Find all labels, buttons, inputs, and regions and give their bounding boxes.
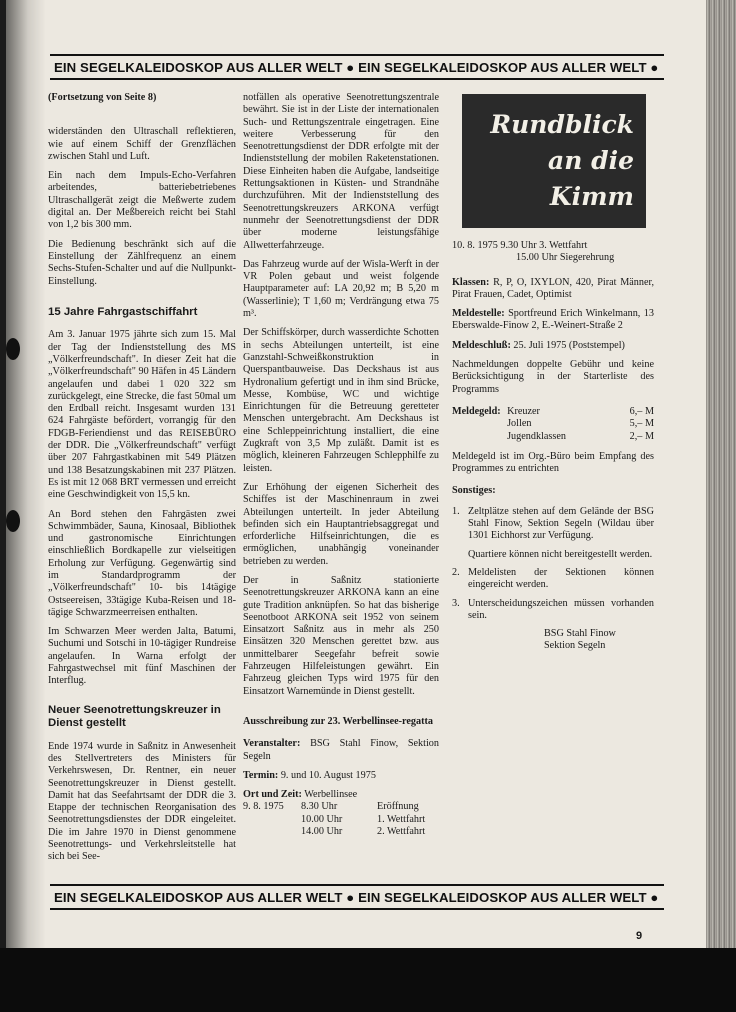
misc-label: Sonstiges: — [452, 485, 496, 497]
schedule-time: 8.30 Uhr — [301, 801, 338, 813]
background — [0, 948, 736, 1012]
section-heading: 15 Jahre Fahrgastschiffahrt — [48, 305, 198, 318]
fee-row — [452, 431, 654, 443]
term-label: Termin: — [243, 769, 279, 781]
registration-label: Meldestelle: — [452, 308, 505, 320]
column-2 — [243, 92, 439, 838]
fee-category: Kreuzer — [507, 405, 540, 417]
schedule-event: 1. Wettfahrt — [377, 813, 426, 825]
deadline-value: 25. Juli 1975 (Poststempel) — [513, 339, 625, 351]
list-number: 2. — [452, 566, 460, 578]
fee-note: Meldegeld ist im Org.-Büro beim Empfang des Programmes zu entrichten — [452, 450, 654, 475]
fee-amount: 2,– M — [629, 430, 654, 442]
registration — [452, 308, 654, 333]
title-line: Rundblick — [490, 110, 634, 139]
list-text: Meldelisten der Sektionen können eingereicht werden. — [468, 566, 654, 591]
banner-text: EIN SEGELKALEIDOSKOP AUS ALLER WELT ● EIN SEGELKALEIDOSKOP AUS ALLER WELT ● — [54, 890, 659, 905]
registration-value: Sportfreund Erich Winkelmann, 13 Eberswalde-Finow 2, E.-Weinert-Straße 2 — [452, 308, 654, 332]
term — [243, 770, 439, 782]
schedule-event: 2. Wettfahrt — [377, 826, 426, 838]
fee-amount: 5,– M — [629, 418, 654, 430]
section-heading: Neuer Seenotrettungskreuzer in Dienst gestellt — [48, 703, 221, 730]
signature: BSG Stahl Finow — [544, 628, 616, 640]
magazine-page — [6, 0, 706, 948]
list-text: Quartiere können nicht bereitgestellt werden. — [468, 548, 653, 560]
column-1 — [48, 92, 236, 871]
schedule-row — [243, 801, 439, 813]
paragraph: Ein nach dem Impuls-Echo-Verfahren arbeitendes, batteriebetriebenes Ultraschallgerät zeigt die Meßwerte zudem digital an. Der Meßbereich reicht bei Stahl von 1,2 bis 300 mm. — [48, 170, 236, 231]
page-stack-edge — [706, 0, 736, 948]
punch-hole — [6, 510, 20, 532]
regatta-title: Ausschreibung zur 23. Werbellinsee-regatta — [243, 715, 433, 727]
place-value: Werbellinsee — [304, 789, 358, 801]
organizer-label: Veranstalter: — [243, 738, 301, 750]
paragraph: Ende 1974 wurde in Saßnitz in Anwesenheit des Stellvertreters des Ministers für Verkehrswesen, Dr. Rentner, ein neuer Seenotrettungskreuzer in Dienst gestellt. Damit hat das Seefahrtsamt der DDR die 3. Etappe der technischen Reorganisation des Seenotrettungsdienstes der DDR eingeleitet. Die im Jahre 1970 in Dienst genommene Seenotrettungs- und Verkehrsleitstelle hat sich bei See- — [48, 740, 236, 863]
signature: Sektion Segeln — [544, 640, 606, 652]
title-line: Kimm — [549, 182, 634, 211]
list-item — [452, 506, 654, 543]
schedule-date: 9. 8. 1975 — [243, 801, 284, 813]
late-entries: Nachmeldungen doppelte Gebühr und keine Berücksichtigung in der Starterliste des Programms — [452, 359, 654, 395]
column-3 — [452, 240, 654, 653]
term-value: 9. und 10. August 1975 — [280, 769, 376, 781]
banner-rule — [50, 908, 664, 910]
paragraph: Der Schiffskörper, durch wasserdichte Schotten in sechs Abteilungen unterteilt, ist eine Ganzstahl-Schweißkonstruktion in Querspantbauweise. Das Deckshaus ist aus Hydronalium gefertigt und in ihm sind Brücke, Messe, Kombüse, WC und wichtige Einrichtungen für die Betreuung geretteter Menschen untergebracht. Am Deckshaus ist eine Schleppeinrichtung installiert, die eine Zugkraft von 3,5 Mp zuläßt. Damit ist es möglich, kleineren Fahrzeugen Schlepphilfe zu leisten. — [243, 327, 439, 474]
fee-category: Jugendklassen — [507, 430, 566, 442]
page-number: 9 — [636, 930, 643, 942]
schedule-date — [243, 814, 301, 826]
punch-hole — [6, 338, 20, 360]
paragraph: Der in Saßnitz stationierte Seenotrettungskreuzer ARKONA kann an eine gute Tradition anknüpfen. So hat das bisherige Seenotboot ARKONA seit 1952 von seinem Einsatzort Saßnitz aus in mehr als 250 Einsätzen 320 Menschen gerettet bzw. aus unmittelbarer Seegefahr befreit sowie Fahrzeugen Hilfeleistungen gewährt. Ein Fahrzeug gleichen Typs wird 1975 für den Einsatzort Warnemünde in Dienst gestellt. — [243, 574, 439, 697]
schedule-date — [243, 826, 301, 838]
banner-text: EIN SEGELKALEIDOSKOP AUS ALLER WELT ● EIN SEGELKALEIDOSKOP AUS ALLER WELT ● — [54, 60, 659, 75]
schedule-event: Eröffnung — [377, 801, 419, 813]
organizer — [243, 738, 439, 763]
schedule-time: 10.00 Uhr — [301, 813, 343, 825]
fee-category: Jollen — [507, 418, 532, 430]
paragraph: An Bord stehen den Fahrgästen zwei Schwimmbäder, Sauna, Kinosaal, Bibliothek und gastronomische Einrichtungen einschließlich Bordkapelle zur vielseitigen Erholung zur Verfügung. Gegenwärtig sind im Standardprogramm der „Völkerfreundschaft" 10- bis 14tägige Ostseereisen, 33tägige Kuba-Reisen und 18-tägige Schwarzmeerreisen enthalten. — [48, 508, 236, 618]
list-item — [452, 549, 654, 561]
paragraph: notfällen als operative Seenotrettungszentrale bewährt. Sie ist in der Liste der internationalen Such- und Rettungszentrale eingetragen. Eine weitere Verbesserung für den Seenotrettungsdienst der DDR erfolgte mit der Indienststellung der mobilen Raketenstationen. Diese Einheiten haben die Aufgabe, landseitige Rettungsaktionen in Küsten- und Strandnähe durchzuführen. Mit der Indienststellung des Seenotrettungskreuzers ARKONA verfügt nunmehr der Seenotrettungsdienst der DDR über moderne leistungsfähige Allwetterfahrzeuge. — [243, 92, 439, 251]
schedule-row — [243, 826, 439, 838]
classes — [452, 277, 654, 302]
list-text: Zeltplätze stehen auf dem Gelände der BSG Stahl Finow, Sektion Segeln (Wildau über 1301 Eichhorst zur Verfügung. — [468, 505, 654, 542]
list-number — [452, 549, 468, 561]
list-text: Unterscheidungszeichen müssen vorhanden sein. — [468, 597, 654, 621]
fee-amount: 6,– M — [629, 405, 654, 417]
banner-rule — [50, 54, 664, 56]
continuation-note: (Fortsetzung von Seite 8) — [48, 92, 157, 103]
list-item — [452, 598, 654, 623]
schedule-row — [243, 814, 439, 826]
fee-row — [452, 418, 654, 430]
classes-value: R, P, O, IXYLON, 420, Pirat Männer, Pirat Frauen, Cadet, Optimist — [452, 276, 655, 300]
fee-label: Meldegeld: — [452, 405, 501, 417]
organizer-value: BSG Stahl Finow, Sektion Segeln — [243, 738, 439, 762]
paragraph: Im Schwarzen Meer werden Jalta, Batumi, Suchumi und Sotschi in 10-tägiger Rundreise angelaufen. In Warna erfolgt der Fahrgastwechsel mit fünf Maschinen der Interflug. — [48, 626, 236, 687]
paragraph: widerständen den Ultraschall reflektieren, wie auf einem Schiff der Grenzflächen zwischen Stahl und Luft. — [48, 126, 236, 162]
schedule-line: 10. 8. 1975 9.30 Uhr 3. Wettfahrt — [452, 240, 588, 251]
banner-rule — [50, 884, 664, 886]
schedule-time: 14.00 Uhr — [301, 826, 343, 838]
deadline-label: Meldeschluß: — [452, 339, 511, 351]
place — [243, 789, 439, 801]
title-line: an die — [548, 146, 634, 175]
paragraph: Die Bedienung beschränkt sich auf die Einstellung der Zählfrequenz an einem Sechs-Stufen-Schalter und auf die Nullpunkt-Einstellung. — [48, 238, 236, 287]
schedule-line: 15.00 Uhr Siegerehrung — [516, 252, 615, 264]
list-item — [452, 567, 654, 592]
deadline — [452, 340, 654, 352]
binding-shadow — [6, 0, 46, 948]
paragraph: Am 3. Januar 1975 jährte sich zum 15. Mal der Tag der Indienststellung des MS „Völkerfreundschaft". In dieser Zeit hat die „Völkerfreundschaft" 90 Häfen in 45 Ländern angelaufen und dabei 1 020 322 sm zurückgelegt, eine Strecke, die fast 50mal um den Erdball reicht. Insgesamt wurden 131 624 Fahrgäste befördert, vorrangig für den FDGB-Feriendienst und das REISEBÜRO der DDR. Die „Völkerfreundschaft" verfügt über 207 Fahrgastkabinen mit 549 Plätzen und 138 Besatzungskabinen mit 237 Plätzen. Es ist mit 12 068 BRT vermessen und erreicht eine Geschwindigkeit von 15,5 kn. — [48, 329, 236, 501]
list-number: 3. — [452, 597, 460, 609]
fee-row — [452, 406, 654, 418]
rundblick-title-box — [462, 94, 646, 228]
list-number: 1. — [452, 505, 460, 517]
classes-label: Klassen: — [452, 276, 490, 288]
misc-list — [452, 506, 654, 622]
place-label: Ort und Zeit: — [243, 789, 302, 801]
banner-rule — [50, 78, 664, 80]
paragraph: Das Fahrzeug wurde auf der Wisla-Werft in der VR Polen gebaut und weist folgende Hauptparameter auf: LA 20,92 m; B 5,20 m (Wasserlinie); T 1,60 m; Verdrängung etwa 75 m³. — [243, 258, 439, 320]
paragraph: Zur Erhöhung der eigenen Sicherheit des Schiffes ist der Maschinenraum in zwei Abteilungen unterteilt. In jeder Abteilung befinden sich ein Hauptantriebsaggregat und erforderliche Hilfseinrichtungen, die es ermöglichen, unabhängig voneinander betrieben zu werden. — [243, 481, 439, 567]
